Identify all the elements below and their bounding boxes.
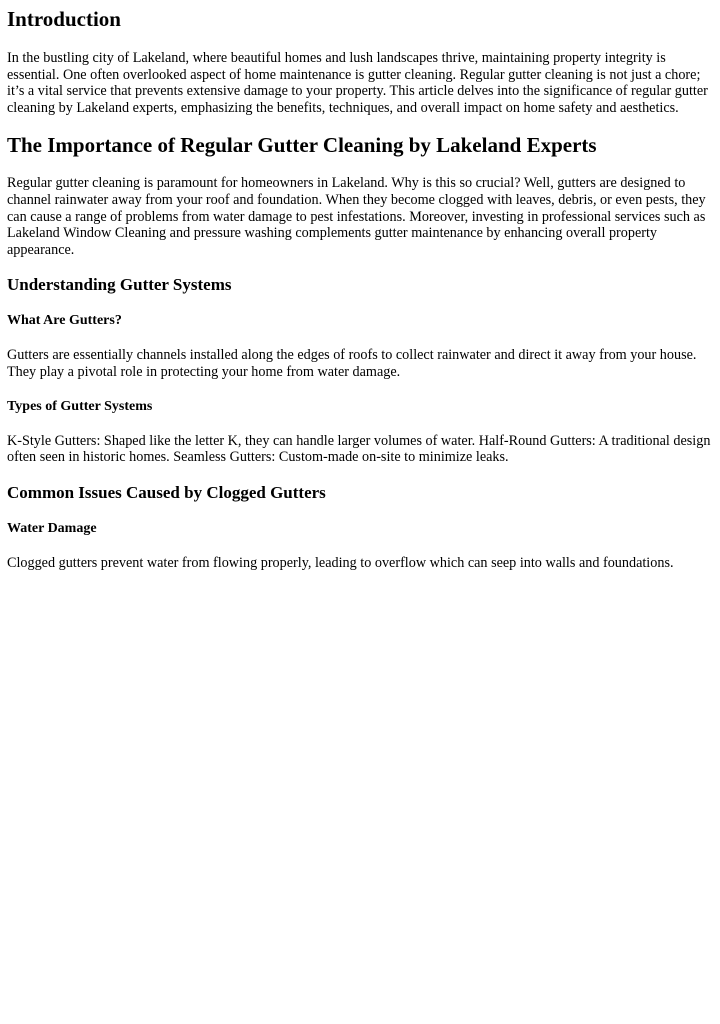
article-page xyxy=(0,7,720,571)
types-paragraph: K-Style Gutters: Shaped like the letter K, they can handle larger volumes of water. Half-Round Gutters: A traditional design often seen in historic homes. Seamless Gutters: Custom-made on-site to minimize leaks. xyxy=(7,432,711,466)
intro-paragraph: In the bustling city of Lakeland, where beautiful homes and lush landscapes thrive, maintaining property integrity is essential. One often overlooked aspect of home maintenance is gutter cleaning. Regular gutter cleaning is not just a chore; it’s a vital service that prevents extensive damage to your property. This article delves into the significance of regular gutter cleaning by Lakeland experts, emphasizing the benefits, techniques, and overall impact on home safety and aesthetics. xyxy=(7,50,708,116)
issues-heading: Common Issues Caused by Clogged Gutters xyxy=(7,482,326,502)
what-are-gutters-heading: What Are Gutters? xyxy=(7,313,122,329)
water-damage-heading: Water Damage xyxy=(7,520,97,536)
water-damage-paragraph: Clogged gutters prevent water from flowing properly, leading to overflow which can seep into walls and foundations. xyxy=(7,554,674,571)
importance-heading: The Importance of Regular Gutter Cleaning by Lakeland Experts xyxy=(7,133,597,158)
types-heading: Types of Gutter Systems xyxy=(7,398,153,414)
importance-paragraph: Regular gutter cleaning is paramount for homeowners in Lakeland. Why is this so crucial? Well, gutters are designed to channel rainwater away from your roof and foundation. When they become clogged with leaves, debris, or even pests, they can cause a range of problems from water damage to pest infestations. Moreover, investing in professional services such as Lakeland Window Cleaning and pressure washing complements gutter maintenance by enhancing overall property appearance. xyxy=(7,175,706,258)
what-are-gutters-paragraph: Gutters are essentially channels installed along the edges of roofs to collect rainwater and direct it away from your house. They play a pivotal role in protecting your home from water damage. xyxy=(7,347,697,380)
understanding-heading: Understanding Gutter Systems xyxy=(7,275,232,295)
intro-heading: Introduction xyxy=(7,7,121,31)
